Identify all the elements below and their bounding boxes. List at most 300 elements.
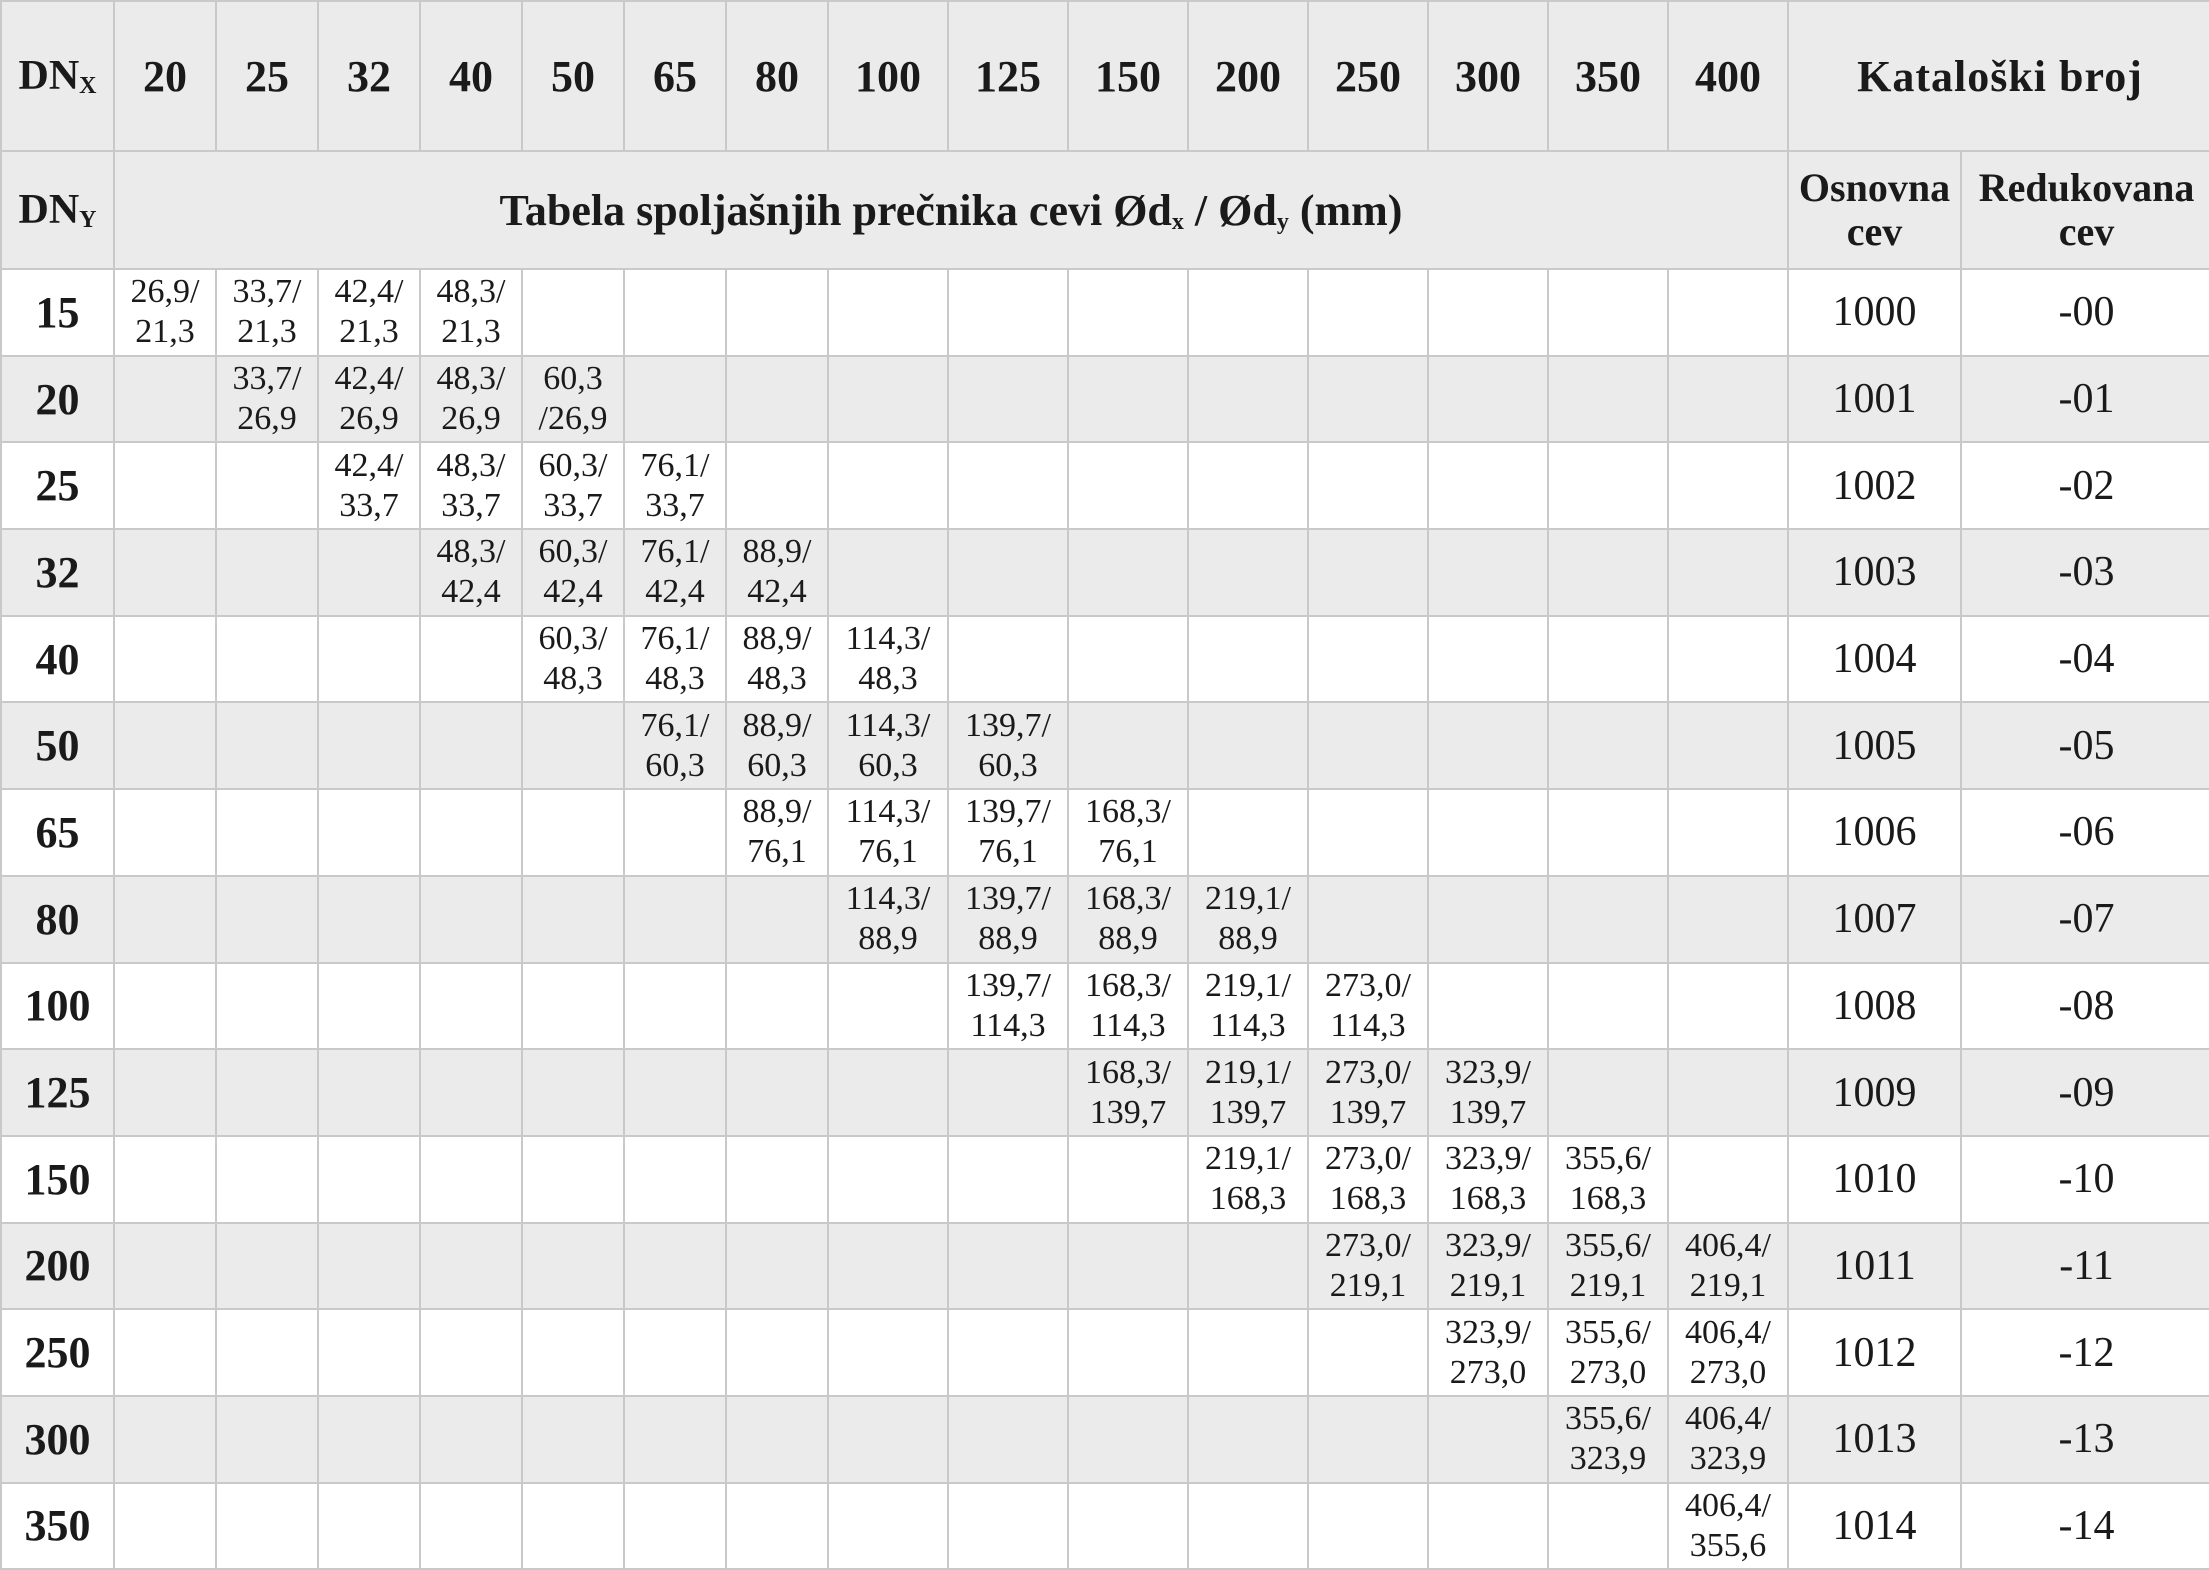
outer-diameter-y: 21,3 [339, 313, 399, 351]
outer-diameter-x: 219,1/ [1205, 1053, 1291, 1091]
diameter-cell [522, 1309, 624, 1396]
dny-row-label: 25 [1, 442, 114, 529]
diameter-cell [1548, 1049, 1668, 1136]
diameter-cell [420, 616, 522, 703]
reduced-pipe-catalog-suffix: -01 [1961, 356, 2209, 443]
outer-diameter-x: 273,0/ [1325, 966, 1411, 1004]
dnx-col-20: 20 [114, 1, 216, 151]
base-pipe-catalog-number: 1011 [1788, 1223, 1961, 1310]
outer-diameter-x: 139,7/ [965, 966, 1051, 1004]
reduced-pipe-catalog-suffix: -02 [1961, 442, 2209, 529]
diameter-cell [420, 963, 522, 1050]
reduced-pipe-catalog-suffix: -12 [1961, 1309, 2209, 1396]
diameter-cell [216, 616, 318, 703]
diameter-cell [726, 1396, 828, 1483]
diameter-cell [1308, 356, 1428, 443]
diameter-cell [420, 442, 522, 529]
dnx-col-32: 32 [318, 1, 420, 151]
outer-diameter-x: 355,6/ [1565, 1400, 1651, 1438]
diameter-cell [726, 1136, 828, 1223]
diameter-cell [726, 789, 828, 876]
diameter-cell [1068, 876, 1188, 963]
diameter-cell [624, 876, 726, 963]
base-pipe-catalog-number: 1001 [1788, 356, 1961, 443]
outer-diameter-x: 168,3/ [1085, 880, 1171, 918]
diameter-cell [522, 529, 624, 616]
diameter-cell [1308, 963, 1428, 1050]
outer-diameter-y: 139,7 [1089, 1093, 1167, 1131]
diameter-cell [1548, 789, 1668, 876]
diameter-cell [1548, 1396, 1668, 1483]
diameter-cell [828, 1483, 948, 1570]
diameter-value [1445, 1139, 1531, 1219]
diameter-value [1085, 792, 1171, 872]
diameter-cell [624, 1223, 726, 1310]
outer-diameter-x: 48,3/ [436, 533, 506, 571]
diameter-cell [1068, 1396, 1188, 1483]
outer-diameter-y: 33,7 [441, 486, 501, 524]
diameter-cell [624, 442, 726, 529]
diameter-value [1325, 1226, 1411, 1306]
diameter-cell [216, 789, 318, 876]
outer-diameter-y: 42,4 [441, 573, 501, 611]
diameter-cell [1308, 1396, 1428, 1483]
diameter-cell [1188, 789, 1308, 876]
dnx-label: $DN_X$ [18, 53, 97, 99]
reduced-pipe-catalog-suffix: -00 [1961, 269, 2209, 356]
diameter-value [641, 532, 710, 612]
outer-diameter-x: 48,3/ [436, 273, 506, 311]
outer-diameter-y: 26,9 [441, 400, 501, 438]
diameter-cell [1068, 1136, 1188, 1223]
diameter-cell [1068, 356, 1188, 443]
dny-row-label: 20 [1, 356, 114, 443]
diameter-cell [828, 529, 948, 616]
outer-diameter-x: 139,7/ [965, 793, 1051, 831]
diameter-cell [522, 1223, 624, 1310]
outer-diameter-x: 219,1/ [1205, 966, 1291, 1004]
diameter-cell [114, 269, 216, 356]
outer-diameter-y: 33,7 [339, 486, 399, 524]
dny-row-label: 15 [1, 269, 114, 356]
diameter-cell [1308, 789, 1428, 876]
dny-header-cell [1, 151, 114, 269]
diameter-cell [522, 356, 624, 443]
diameter-cell [216, 1049, 318, 1136]
dnx-col-25: 25 [216, 1, 318, 151]
diameter-cell [216, 269, 318, 356]
outer-diameter-y: 26,9 [339, 400, 399, 438]
reduced-pipe-catalog-suffix: -06 [1961, 789, 2209, 876]
outer-diameter-x: 114,3/ [845, 793, 931, 831]
diameter-cell [318, 269, 420, 356]
diameter-value [641, 446, 710, 526]
diameter-value [1205, 1139, 1291, 1219]
diameter-cell [114, 1136, 216, 1223]
diameter-cell [828, 356, 948, 443]
diameter-cell [318, 876, 420, 963]
diameter-cell [1308, 442, 1428, 529]
diameter-cell [1428, 1309, 1548, 1396]
outer-diameter-x: 114,3/ [845, 706, 931, 744]
dnx-col-350: 350 [1548, 1, 1668, 151]
diameter-cell [948, 1136, 1068, 1223]
table-row [1, 1396, 2209, 1483]
diameter-cell [1308, 1049, 1428, 1136]
diameter-value [846, 619, 931, 699]
diameter-cell [420, 1309, 522, 1396]
diameter-cell [948, 1223, 1068, 1310]
diameter-cell [828, 789, 948, 876]
diameter-cell [624, 789, 726, 876]
diameter-cell [1068, 1049, 1188, 1136]
diameter-value [743, 619, 812, 699]
outer-diameter-x: 76,1/ [640, 706, 710, 744]
diameter-value [743, 532, 812, 612]
diameter-cell [114, 1309, 216, 1396]
diameter-cell [1428, 876, 1548, 963]
outer-diameter-y: 88,9 [1218, 920, 1278, 958]
diameter-value [335, 359, 404, 439]
diameter-cell [420, 269, 522, 356]
diameter-cell [1428, 529, 1548, 616]
outer-diameter-x: 76,1/ [640, 446, 710, 484]
outer-diameter-y: 168,3 [1329, 1180, 1407, 1218]
diameter-cell [948, 1309, 1068, 1396]
diameter-cell [726, 616, 828, 703]
diameter-cell [114, 876, 216, 963]
diameter-cell [1188, 1049, 1308, 1136]
table-title: Tabela spoljašnjih prečnika cevi $Ød_x$ / $Ød_y$ (mm) [114, 151, 1788, 269]
base-pipe-catalog-number: 1000 [1788, 269, 1961, 356]
diameter-value [1565, 1313, 1651, 1393]
diameter-cell [1548, 356, 1668, 443]
diameter-cell [1308, 269, 1428, 356]
diameter-cell [1188, 529, 1308, 616]
diameter-value [846, 879, 931, 959]
dnx-col-200: 200 [1188, 1, 1308, 151]
diameter-cell [726, 442, 828, 529]
diameter-cell [1068, 529, 1188, 616]
diameter-value [539, 359, 608, 439]
outer-diameter-x: 323,9/ [1445, 1226, 1531, 1264]
diameter-cell [1188, 269, 1308, 356]
diameter-cell [624, 269, 726, 356]
diameter-value [743, 792, 812, 872]
outer-diameter-x: 406,4/ [1685, 1486, 1771, 1524]
diameter-cell [1188, 1309, 1308, 1396]
diameter-cell [1188, 702, 1308, 789]
outer-diameter-y: 60,3 [858, 746, 918, 784]
outer-diameter-x: 88,9/ [742, 620, 812, 658]
diameter-value [1565, 1139, 1651, 1219]
diameter-value [1325, 966, 1411, 1046]
dny-row-label: 150 [1, 1136, 114, 1223]
dny-row-label: 65 [1, 789, 114, 876]
diameter-cell [1668, 442, 1788, 529]
outer-diameter-y: 76,1 [978, 833, 1038, 871]
diameter-cell [1668, 702, 1788, 789]
dny-label: $DN_Y$ [18, 187, 97, 233]
diameter-cell [726, 702, 828, 789]
diameter-value [539, 446, 608, 526]
diameter-cell [1548, 963, 1668, 1050]
diameter-cell [216, 876, 318, 963]
dny-row-label: 250 [1, 1309, 114, 1396]
outer-diameter-x: 76,1/ [640, 533, 710, 571]
dnx-col-125: 125 [948, 1, 1068, 151]
diameter-value [641, 706, 710, 786]
diameter-value [965, 706, 1051, 786]
diameter-value [1325, 1139, 1411, 1219]
diameter-cell [522, 963, 624, 1050]
dnx-col-65: 65 [624, 1, 726, 151]
diameter-value [1445, 1053, 1531, 1133]
diameter-cell [1548, 616, 1668, 703]
diameter-value [437, 359, 506, 439]
diameter-cell [624, 963, 726, 1050]
diameter-value [539, 532, 608, 612]
diameter-cell [114, 1223, 216, 1310]
diameter-cell [828, 963, 948, 1050]
diameter-cell [522, 442, 624, 529]
outer-diameter-y: 42,4 [543, 573, 603, 611]
diameter-cell [522, 702, 624, 789]
outer-diameter-x: 219,1/ [1205, 1140, 1291, 1178]
diameter-cell [522, 789, 624, 876]
outer-diameter-x: 42,4/ [334, 273, 404, 311]
diameter-cell [1188, 1483, 1308, 1570]
diameter-cell [1668, 789, 1788, 876]
diameter-cell [624, 1483, 726, 1570]
table-row [1, 702, 2209, 789]
diameter-cell [1548, 702, 1668, 789]
dnx-header-cell [1, 1, 114, 151]
table-row [1, 1309, 2209, 1396]
outer-diameter-x: 273,0/ [1325, 1053, 1411, 1091]
diameter-value [131, 272, 200, 352]
dnx-col-400: 400 [1668, 1, 1788, 151]
base-pipe-catalog-number: 1012 [1788, 1309, 1961, 1396]
outer-diameter-x: 355,6/ [1565, 1313, 1651, 1351]
diameter-cell [948, 1483, 1068, 1570]
diameter-cell [726, 1049, 828, 1136]
diameter-cell [1068, 963, 1188, 1050]
diameter-cell [726, 876, 828, 963]
diameter-cell [1188, 1396, 1308, 1483]
diameter-cell [114, 356, 216, 443]
diameter-cell [1548, 1223, 1668, 1310]
diameter-value [437, 446, 506, 526]
diameter-cell [1428, 1483, 1548, 1570]
outer-diameter-x: 406,4/ [1685, 1313, 1771, 1351]
table-row [1, 529, 2209, 616]
diameter-cell [1188, 963, 1308, 1050]
outer-diameter-x: 323,9/ [1445, 1140, 1531, 1178]
diameter-cell [948, 702, 1068, 789]
dny-row-label: 80 [1, 876, 114, 963]
diameter-cell [1548, 269, 1668, 356]
diameter-cell [624, 1136, 726, 1223]
diameter-cell [114, 702, 216, 789]
table-row [1, 442, 2209, 529]
diameter-cell [1668, 1483, 1788, 1570]
diameter-cell [948, 789, 1068, 876]
outer-diameter-x: 33,7/ [232, 360, 302, 398]
outer-diameter-x: 114,3/ [845, 880, 931, 918]
diameter-cell [420, 1049, 522, 1136]
diameter-value [965, 879, 1051, 959]
outer-diameter-y: 219,1 [1689, 1266, 1767, 1304]
outer-diameter-y: 114,3 [970, 1006, 1046, 1044]
outer-diameter-x: 273,0/ [1325, 1140, 1411, 1178]
dny-row-label: 100 [1, 963, 114, 1050]
reduced-pipe-catalog-suffix: -10 [1961, 1136, 2209, 1223]
diameter-value [1565, 1399, 1651, 1479]
diameter-cell [420, 1396, 522, 1483]
diameter-cell [828, 1136, 948, 1223]
dny-row-label: 50 [1, 702, 114, 789]
diameter-cell [216, 963, 318, 1050]
diameter-cell [318, 1483, 420, 1570]
diameter-cell [1428, 269, 1548, 356]
diameter-cell [1068, 1309, 1188, 1396]
base-pipe-catalog-number: 1002 [1788, 442, 1961, 529]
diameter-cell [420, 1223, 522, 1310]
diameter-value [1325, 1053, 1411, 1133]
header-row-dny [1, 151, 2209, 269]
reduced-pipe-header: Redukovana cev [1961, 151, 2209, 269]
base-pipe-catalog-number: 1014 [1788, 1483, 1961, 1570]
diameter-value [965, 966, 1051, 1046]
diameter-cell [948, 442, 1068, 529]
diameter-cell [1068, 442, 1188, 529]
diameter-cell [318, 1396, 420, 1483]
outer-diameter-y: 88,9 [858, 920, 918, 958]
diameter-cell [624, 702, 726, 789]
diameter-cell [1428, 963, 1548, 1050]
diameter-cell [948, 1049, 1068, 1136]
diameter-cell [624, 1396, 726, 1483]
outer-diameter-x: 88,9/ [742, 533, 812, 571]
outer-diameter-y: 48,3 [543, 660, 603, 698]
diameter-value [1085, 1053, 1171, 1133]
diameter-cell [1548, 442, 1668, 529]
table-row [1, 789, 2209, 876]
base-pipe-catalog-number: 1003 [1788, 529, 1961, 616]
diameter-cell [1548, 1309, 1668, 1396]
diameter-cell [624, 616, 726, 703]
diameter-cell [1188, 876, 1308, 963]
dny-row-label: 200 [1, 1223, 114, 1310]
diameter-cell [828, 1223, 948, 1310]
table-row [1, 876, 2209, 963]
diameter-value [1445, 1313, 1531, 1393]
diameter-value [335, 272, 404, 352]
diameter-cell [1068, 702, 1188, 789]
diameter-cell [216, 1396, 318, 1483]
diameter-cell [1428, 702, 1548, 789]
diameter-cell [1428, 442, 1548, 529]
diameter-cell [1548, 876, 1668, 963]
outer-diameter-x: 355,6/ [1565, 1226, 1651, 1264]
diameter-cell [114, 1049, 216, 1136]
diameter-value [1565, 1226, 1651, 1306]
diameter-cell [1668, 1309, 1788, 1396]
diameter-cell [216, 1309, 318, 1396]
diameter-cell [1668, 1223, 1788, 1310]
diameter-cell [948, 616, 1068, 703]
diameter-cell [726, 269, 828, 356]
diameter-cell [1428, 789, 1548, 876]
diameter-cell [624, 356, 726, 443]
outer-diameter-x: 42,4/ [334, 360, 404, 398]
diameter-cell [624, 1309, 726, 1396]
outer-diameter-y: 139,7 [1209, 1093, 1287, 1131]
diameter-cell [624, 529, 726, 616]
diameter-cell [318, 963, 420, 1050]
diameter-value [539, 619, 608, 699]
diameter-cell [216, 356, 318, 443]
outer-diameter-x: 219,1/ [1205, 880, 1291, 918]
diameter-cell [522, 1136, 624, 1223]
diameter-cell [624, 1049, 726, 1136]
outer-diameter-y: 114,3 [1330, 1006, 1406, 1044]
diameter-cell [1428, 356, 1548, 443]
base-pipe-header: Osnovna cev [1788, 151, 1961, 269]
diameter-cell [1188, 356, 1308, 443]
outer-diameter-y: 42,4 [645, 573, 705, 611]
outer-diameter-y: 219,1 [1449, 1266, 1527, 1304]
outer-diameter-y: 323,9 [1689, 1440, 1767, 1478]
diameter-cell [828, 616, 948, 703]
diameter-cell [1068, 1223, 1188, 1310]
diameter-cell [1668, 876, 1788, 963]
diameter-cell [1668, 1136, 1788, 1223]
base-pipe-catalog-number: 1008 [1788, 963, 1961, 1050]
outer-diameter-y: 76,1 [1098, 833, 1158, 871]
diameter-cell [1668, 1049, 1788, 1136]
diameter-cell [522, 1049, 624, 1136]
table-row [1, 1049, 2209, 1136]
outer-diameter-x: 168,3/ [1085, 793, 1171, 831]
outer-diameter-y: 26,9 [237, 400, 297, 438]
dnx-col-100: 100 [828, 1, 948, 151]
outer-diameter-y: 60,3 [645, 746, 705, 784]
diameter-cell [1188, 1136, 1308, 1223]
base-pipe-catalog-number: 1009 [1788, 1049, 1961, 1136]
outer-diameter-x: 114,3/ [845, 620, 931, 658]
diameter-cell [1668, 356, 1788, 443]
outer-diameter-y: 48,3 [645, 660, 705, 698]
outer-diameter-y: 42,4 [747, 573, 807, 611]
outer-diameter-y: 273,0 [1449, 1353, 1527, 1391]
outer-diameter-x: 60,3/ [538, 533, 608, 571]
diameter-cell [420, 789, 522, 876]
diameter-cell [948, 876, 1068, 963]
diameter-cell [318, 1049, 420, 1136]
base-pipe-catalog-number: 1005 [1788, 702, 1961, 789]
diameter-cell [1428, 1396, 1548, 1483]
outer-diameter-y: 88,9 [1098, 920, 1158, 958]
diameter-cell [420, 876, 522, 963]
diameter-value [1085, 879, 1171, 959]
diameter-cell [948, 529, 1068, 616]
diameter-cell [114, 616, 216, 703]
diameter-cell [828, 702, 948, 789]
dny-row-label: 350 [1, 1483, 114, 1570]
diameter-cell [216, 529, 318, 616]
